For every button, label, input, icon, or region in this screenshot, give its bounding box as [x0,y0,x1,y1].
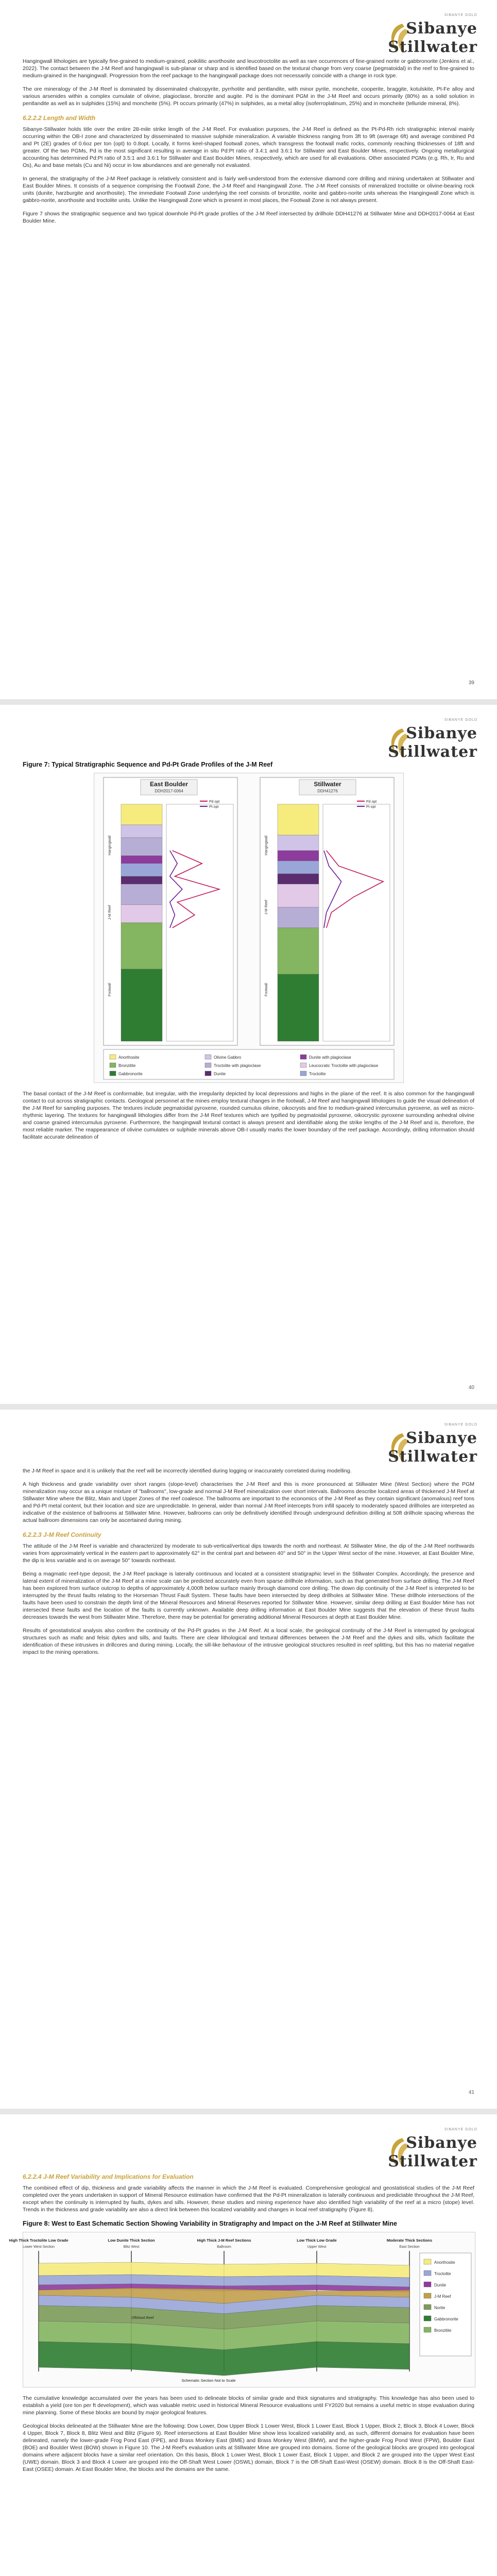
paragraph: The basal contact of the J-M Reef is conformable, but irregular, with the irregularity depicted by local depressions and highs in the plane of the reef. It is also common for the hangingwall contact to cut across stratigraphic contacts. Geological personnel at the mines employ textural changes in the footwall, J-M Reef and hangingwall lithologies to guide the visual delineation of the J-M Reef for sampling purposes. The textures include pegmatoidal pyroxene, rounded cumulus olivine, oikocrysts and fine to medium-grained intercumulus pyroxene, as well as micro-rhythmic layering. The textures for hangingwall lithologies differ from the J-M Reef textures which are typified by pegmatoidal pyroxene, oikocrystic pyroxene surrounding anhedral olivine and coarse grained intercumulus pyroxene. Furthermore, the hangingwall textural contact is always present and identifiable along the strike lengths of the J-M Reef and is, therefore, the most reliable marker. The reappearance of olivine cumulates or sulphide minerals above OB-I usually marks the lower boundary of the reef package. Accordingly, drilling information should facilitate accurate delineation of [23,1091,474,1140]
figure-note: Schematic Section Not to Scale [181,2378,236,2383]
page-40-body [23,760,474,1147]
lithology-layer [278,974,319,1041]
lithology-layer [121,838,162,856]
legend-label: Troctolite [434,2272,451,2276]
legend-label: Anorthosite [434,2260,455,2265]
paragraph: Hangingwall lithologies are typically fine-grained to medium-grained, poikilitic anorthosite and leucotroctolite as well as rare occurrences of fine-grained norite or gabbronorite (Jenkins et al., 2022). The contact between the J-M Reef and hangingwall is sub-planar or sharp and is identified based on the textural change from very coarse (pegmatoidal) in the reef to fine-grained to medium-grained in the hangingwall. Progression from the reef package to the hangingwall package does not necessarily coincide with a change in rock type. [23,58,474,79]
figure-title: Figure 8: West to East Schematic Section Showing Variability in Stratigraphy and Impact on the J-M Reef at Stillwater Mine [23,2220,397,2227]
legend-label: Dunite [213,1072,226,1076]
paragraph: Sibanye-Stillwater holds title over the entire 28-mile strike length of the J-M Reef. For evaluation purposes, the J-M Reef is defined as the Pt-Pd-Rh rich stratigraphic interval mainly occurring within the OB-I zone and characterized by disseminated to massive sulphide mineralization. A variable thickness ranging from 3ft to 9ft (average 6ft) and average combined Pd and Pt (2E) grades of 0.6oz per ton (opt) to 0.8opt. Locally, it forms keel-shaped footwall zones, which transgress the footwall mafic rocks, commonly reaching thicknesses of 18ft and greater. Of the two PGMs, Pd is the most significant resulting in average in situ Pd:Pt ratio of 3.4:1 and 3.6:1 for Stillwater and East Boulder Mines, respectively. Ongoing metallurgical accounting has determined Pd:Pt ratio of 3.5:1 and 3.6:1 for Stillwater and East Boulder Mines, respectively, which are used for all evaluations. Other associated PGMs (e.g. Rh, Ir, Ru and Os), Au and base metals (Cu and Ni) occur in low abundances and are generally not evaluated. [23,126,474,168]
zone-hw-label: Hangingwall [108,835,112,856]
lithology-layer [278,884,319,907]
legend-label: Bronzitite [118,1063,135,1068]
logo-line2: Stillwater [388,743,477,761]
legend-label: Dunite [434,2283,447,2287]
legend-label: Leucocratic Troctolite with plagioclase [309,1063,378,1068]
page-41-body [23,1467,474,1662]
logo-line2: Stillwater [388,38,477,56]
legend-swatch [424,2327,431,2332]
legend-swatch [300,1071,306,1076]
legend-pd: Pd opt [366,800,376,804]
figure-note: Offshoot Reef [131,2316,154,2320]
paragraph: The ore mineralogy of the J-M Reef is dominated by disseminated chalcopyrite, pyrrhotite and pentlandite, with minor pyrite, moncheite, cooperite, braggite, kotulskite, Pt-Fe alloy and various arsenides within a complex cumulate of olivine, plagioclase, bronzite and augite. Pd is the dominant PGM in the J-M Reef and occurs primarily (80%) as a solid solution in pentlandite as well as in sulphides (15%) and moncheite (5%). Pt occurs primarily (47%) in sulphides, as a metal alloy (isoferroplatinum, 25%) and in moncheite (telluride mineral, 8%). [23,86,474,107]
figure-8 [9,2232,475,2387]
east-hole: DDH2017-0064 [154,789,183,793]
zone-hw-label: Hangingwall [264,835,268,856]
lithology-layer [121,804,162,825]
stratigraphy-chart [94,773,403,1082]
legend-swatch [424,2270,431,2276]
page-number: 41 [468,2090,474,2095]
paragraph: A high thickness and grade variability over short ranges (slope-level) characterises the J-M Reef and this is more pronounced at Stillwater Mine (West Section) where the PGM mineralization may occur as a unique mixture of "ballrooms", low-grade and normal J-M Reef mineralization over short intervals. Ballrooms describe localized areas of thickened J-M Reef at Stillwater Mine where the Blitz, Main and Upper Zones of the reef coalesce. The ballrooms are important to the economics of the J-M Reef as they contain significant (anomalous) reef tons and Pd-Pt metal content, but their location and size are unpredictable. In general, wider than normal J-M Reef intercepts from infill spacely to moderately spaced drillholes are interpreted as indicative of the existence of ballrooms at Stillwater Mine. However, ballrooms can only be definitively identified through underground definition drilling at 50ft drillhole spacing whereas the actual ballroom dimensions can only be ascertained during mining. [23,1481,474,1523]
logo-line2: Stillwater [388,2153,477,2171]
section-heading: 6.2.2.4 J-M Reef Variability and Implications for Evaluation [23,2173,194,2180]
legend-label: Gabbronorite [434,2317,458,2321]
legend-pd: Pd opt [209,800,219,804]
logo-line1: Sibanye [406,1429,477,1447]
schematic-section [9,2232,475,2387]
page-40 [0,705,497,1404]
lithology-layer [278,928,319,974]
company-logo [390,2126,477,2173]
section-label: Low Dunite Thick Section [108,2238,155,2243]
lithology-layer [121,825,162,838]
legend-swatch [110,1055,116,1059]
section-sublabel: Ballroom [217,2245,231,2249]
zone-reef-label: J-M Reef [108,905,112,920]
zone-reef-label: J-M Reef [264,900,268,915]
legend-swatch [300,1055,306,1059]
legend-label: Olivine Gabbro [213,1055,241,1060]
lithology-layer [121,923,162,969]
paragraph: Being a magmatic reef-type deposit, the J-M Reef package is laterally continuous and located at a consistent stratigraphic level in the Stillwater Complex. Accordingly, the presence and lateral extent of mineralization of the J-M Reef at a mine scale can be predicted accurately even from sparse drillhole information, such as that generated from surface drilling. The J-M Reef has been explored from surface outcrop to depths of approximately 4,000ft below surface mainly through diamond core drilling. The down dip continuity of the J-M Reef is interpreted to be interrupted by the thrust faults relating to the Horseman Thrust Fault System. These faults have been intersected by deep drillholes at Stillwater Mine. These drillhole intersections of the faults have been used to constrain the depth limit of the Mineral Resources and Mineral Reserves reported for Stillwater Mine. However, similar deep drilling at East Boulder Mine has not intersected these faults and the location of the faults is currently unknown. Available deep drilling information at East Boulder Mine suggests that the elevation of these thrust faults decreases towards the west from Stillwater Mine. Therefore, there may be potential for generating additional Mineral Resources at depth at East Boulder Mine. [23,1571,474,1620]
legend-swatch [424,2316,431,2321]
logo-line2: Stillwater [388,1448,477,1466]
legend-label: Norite [434,2306,445,2310]
legend-label: Anorthosite [118,1055,139,1060]
lithology-layer [278,861,319,874]
paragraph: the J-M Reef in space and it is unlikely that the reef will be incorrectly identified during logging or inaccurately correlated during modelling. [23,1468,352,1474]
company-logo [390,1421,477,1468]
legend-swatch [300,1063,306,1067]
lithology-layer [278,851,319,861]
legend-label: J-M Reef [434,2294,451,2299]
company-logo [390,716,477,764]
logo-tagline: SIBANYE GOLD [444,1423,477,1427]
section-label: Low Thick Low Grade [297,2238,337,2243]
paragraph: The combined effect of dip, thickness and grade variability affects the manner in which the J-M Reef is evaluated. Comprehensive geological and geostatistical studies of the J-M Reef completed over the years undertaken in support of Mineral Resource estimation have confirmed that the Pd-Pt mineralization is laterally continuous and predictable throughout the J-M Reef, except when the continuity is interrupted by faults, dykes and sills. However, these studies and mining experience have also identified high variability of the reef at a micro (stope) level. Trends in the thickness and grade variability are also a direct link between this localized variability and changes in local reef stratigraphy (Figure 8). [23,2185,474,2213]
legend-swatch [424,2259,431,2264]
legend-swatch [424,2293,431,2298]
zone-fw-label: Footwall [264,982,268,997]
east-title: East Boulder [149,781,188,788]
zone-fw-label: Footwall [108,982,112,997]
section-label: High Thick J-M Reef Sections [197,2238,251,2243]
company-logo [390,11,477,59]
section-heading: 6.2.2.3 J-M Reef Continuity [23,1531,101,1538]
lithology-layer [121,863,162,876]
lithology-layer [121,969,162,1041]
paragraph: The cumulative knowledge accumulated over the years has been used to delineate blocks of similar grade and thick signatures and stratigraphy. This knowledge has also been used to establish a yield (ore ton per ft development), which was valuable metric used in historical Mineral Resource evaluations until FY2020 but remains a useful metric in stope evaluation during mine planning. Some of these blocks are bound by major geological features. [23,2395,474,2416]
page-39-body [23,58,474,231]
lithology-layer [121,905,162,923]
legend-pt: Pt opt [366,805,375,809]
lithology-layer [278,874,319,884]
page-41 [0,1410,497,2109]
legend-label: Troctolite [309,1072,326,1076]
paragraph: Geological blocks delineated at the Stillwater Mine are the following: Dow Lower, Dow Upper Block 1 Lower West, Block 1 Lower East, Block 1 Upper, Block 2, Block 3, Block 4 Lower, Block 4 Upper, Block 7, Block 8, Blitz West and Blitz (Figure 9). Reef intersections at East Boulder Mine show less localized variability and, as such, different domains for evaluation have been delineated, namely the lower-grade Frog Pond East (FPE), and Brass Monkey East (BME) and Brass Monkey West (BMW), and the higher-grade Frog Pond West (FPW), Boulder East (BOE) and Boulder West (BOW) shown in Figure 10. The J-M Reef's evaluation units at Stillwater Mine are grouped into domains. Some of the geological blocks are grouped into geological domains where adjacent blocks have a similar reef orientation. On this basis, Block 1 Lower West, Block 1 Lower East, Block 1 Upper, and Block 2 are grouped into the Upper West East (UWE) domain. Block 3 and Block 4 Lower are grouped into the Off-Shaft West Lower (OSWL) domain, Block 7 is the Off-Shaft East-West (OSEW) domain. Block 8 is the Off-Shaft East-East (OSEE) domain. At East Boulder Mine, the blocks and the domains are the same. [23,2423,474,2472]
legend-pt: Pt opt [209,805,218,809]
page-number: 40 [468,1385,474,1391]
legend-swatch [110,1071,116,1076]
still-hole: DDH41276 [317,789,338,793]
lithology-layer [278,804,319,835]
lithology-layer [121,884,162,905]
legend-label: Bronzitite [434,2328,452,2333]
still-title: Stillwater [313,781,341,788]
logo-tagline: SIBANYE GOLD [444,13,477,17]
logo-tagline: SIBANYE GOLD [444,2128,477,2131]
paragraph: The attitude of the J-M Reef is variable and characterized by moderate to sub-vertical/vertical dips towards the north and northeast. At Stillwater Mine, the dip of the J-M Reef northwards varies from approximately vertical in the eastern part to approximately 62° in the central part and between 40° and 50° in the Upper West sector of the mine. However, at East Boulder Mine, the dip is less variable and is on average 50° towards northeast. [23,1543,474,1564]
logo-tagline: SIBANYE GOLD [444,718,477,722]
paragraph: In general, the stratigraphy of the J-M Reef package is relatively consistent and is fairly well-understood from the extensive diamond core drilling and mining undertaken at Stillwater and East Boulder Mines. It consists of a sequence comprising the Footwall Zone, the J-M Reef and Hangingwall Zone. The J-M Reef consists of mineralized troctolite or olivine-bearing rock units (dunite, harzburgite and anorthosite). The immediate Footwall Zone underlying the reef consists of bronzitite, norite and gabbro-norite units whereas the Hangingwall Zone which is gabbro-norite, anorthosite and troctolite units. Unlike the Hangingwall Zone which is present in most places, the Footwall Zone is not always present. [23,176,474,204]
figure-title: Figure 7: Typical Stratigraphic Sequence and Pd-Pt Grade Profiles of the J-M Reef [23,761,273,768]
lithology-layer [278,907,319,928]
logo-line1: Sibanye [406,20,477,38]
paragraph: Figure 7 shows the stratigraphic sequence and two typical downhole Pd-Pt grade profiles of the J-M Reef intersected by drillhole DDH41276 at Stillwater Mine and DDH2017-0064 at East Boulder Mine. [23,211,474,224]
section-label: High Thick Troctolite Low Grade [9,2238,68,2243]
legend-swatch [205,1055,211,1059]
legend-label: Dunite with plagioclase [309,1055,351,1060]
section-sublabel: East Section [399,2245,420,2249]
legend-label: Troctolite with plagioclase [213,1063,261,1068]
legend-swatch [205,1071,211,1076]
legend-swatch [110,1063,116,1067]
logo-line1: Sibanye [406,2134,477,2152]
section-sublabel: Lower West Section [22,2245,55,2249]
section-sublabel: Blitz West [123,2245,140,2249]
page-42-body [9,2172,474,2479]
legend-swatch [424,2282,431,2287]
paragraph: Results of geostatistical analysis also confirm the continuity of the Pd-Pt grades in the J-M Reef. At a local scale, the geological continuity of the J-M Reef is interrupted by geological structures such as mafic and felsic dykes and sills, and faults. There are clear lithological and textural differences between the J-M Reef and the dykes and sills, which facilitate the identification of these intrusives in drillcores and during mining. Locally, the sill-like behaviour of the intrusive geological structures resulted in reef splitting, but this has no material negative impact to the mining operations. [23,1628,474,1655]
page-number: 39 [468,680,474,686]
page-39 [0,0,497,699]
legend-label: Gabbronorite [118,1072,143,1076]
page-42 [0,2114,497,2576]
section-label: Moderate Thick Sections [386,2238,433,2243]
lithology-layer [121,856,162,863]
lithology-layer [121,876,162,884]
legend-swatch [205,1063,211,1067]
section-sublabel: Upper West [307,2245,327,2249]
lithology-layer [278,835,319,851]
legend-swatch [424,2304,431,2310]
figure-7 [94,773,404,1083]
section-heading: 6.2.2.2 Length and Width [23,114,96,122]
logo-line1: Sibanye [406,724,477,742]
